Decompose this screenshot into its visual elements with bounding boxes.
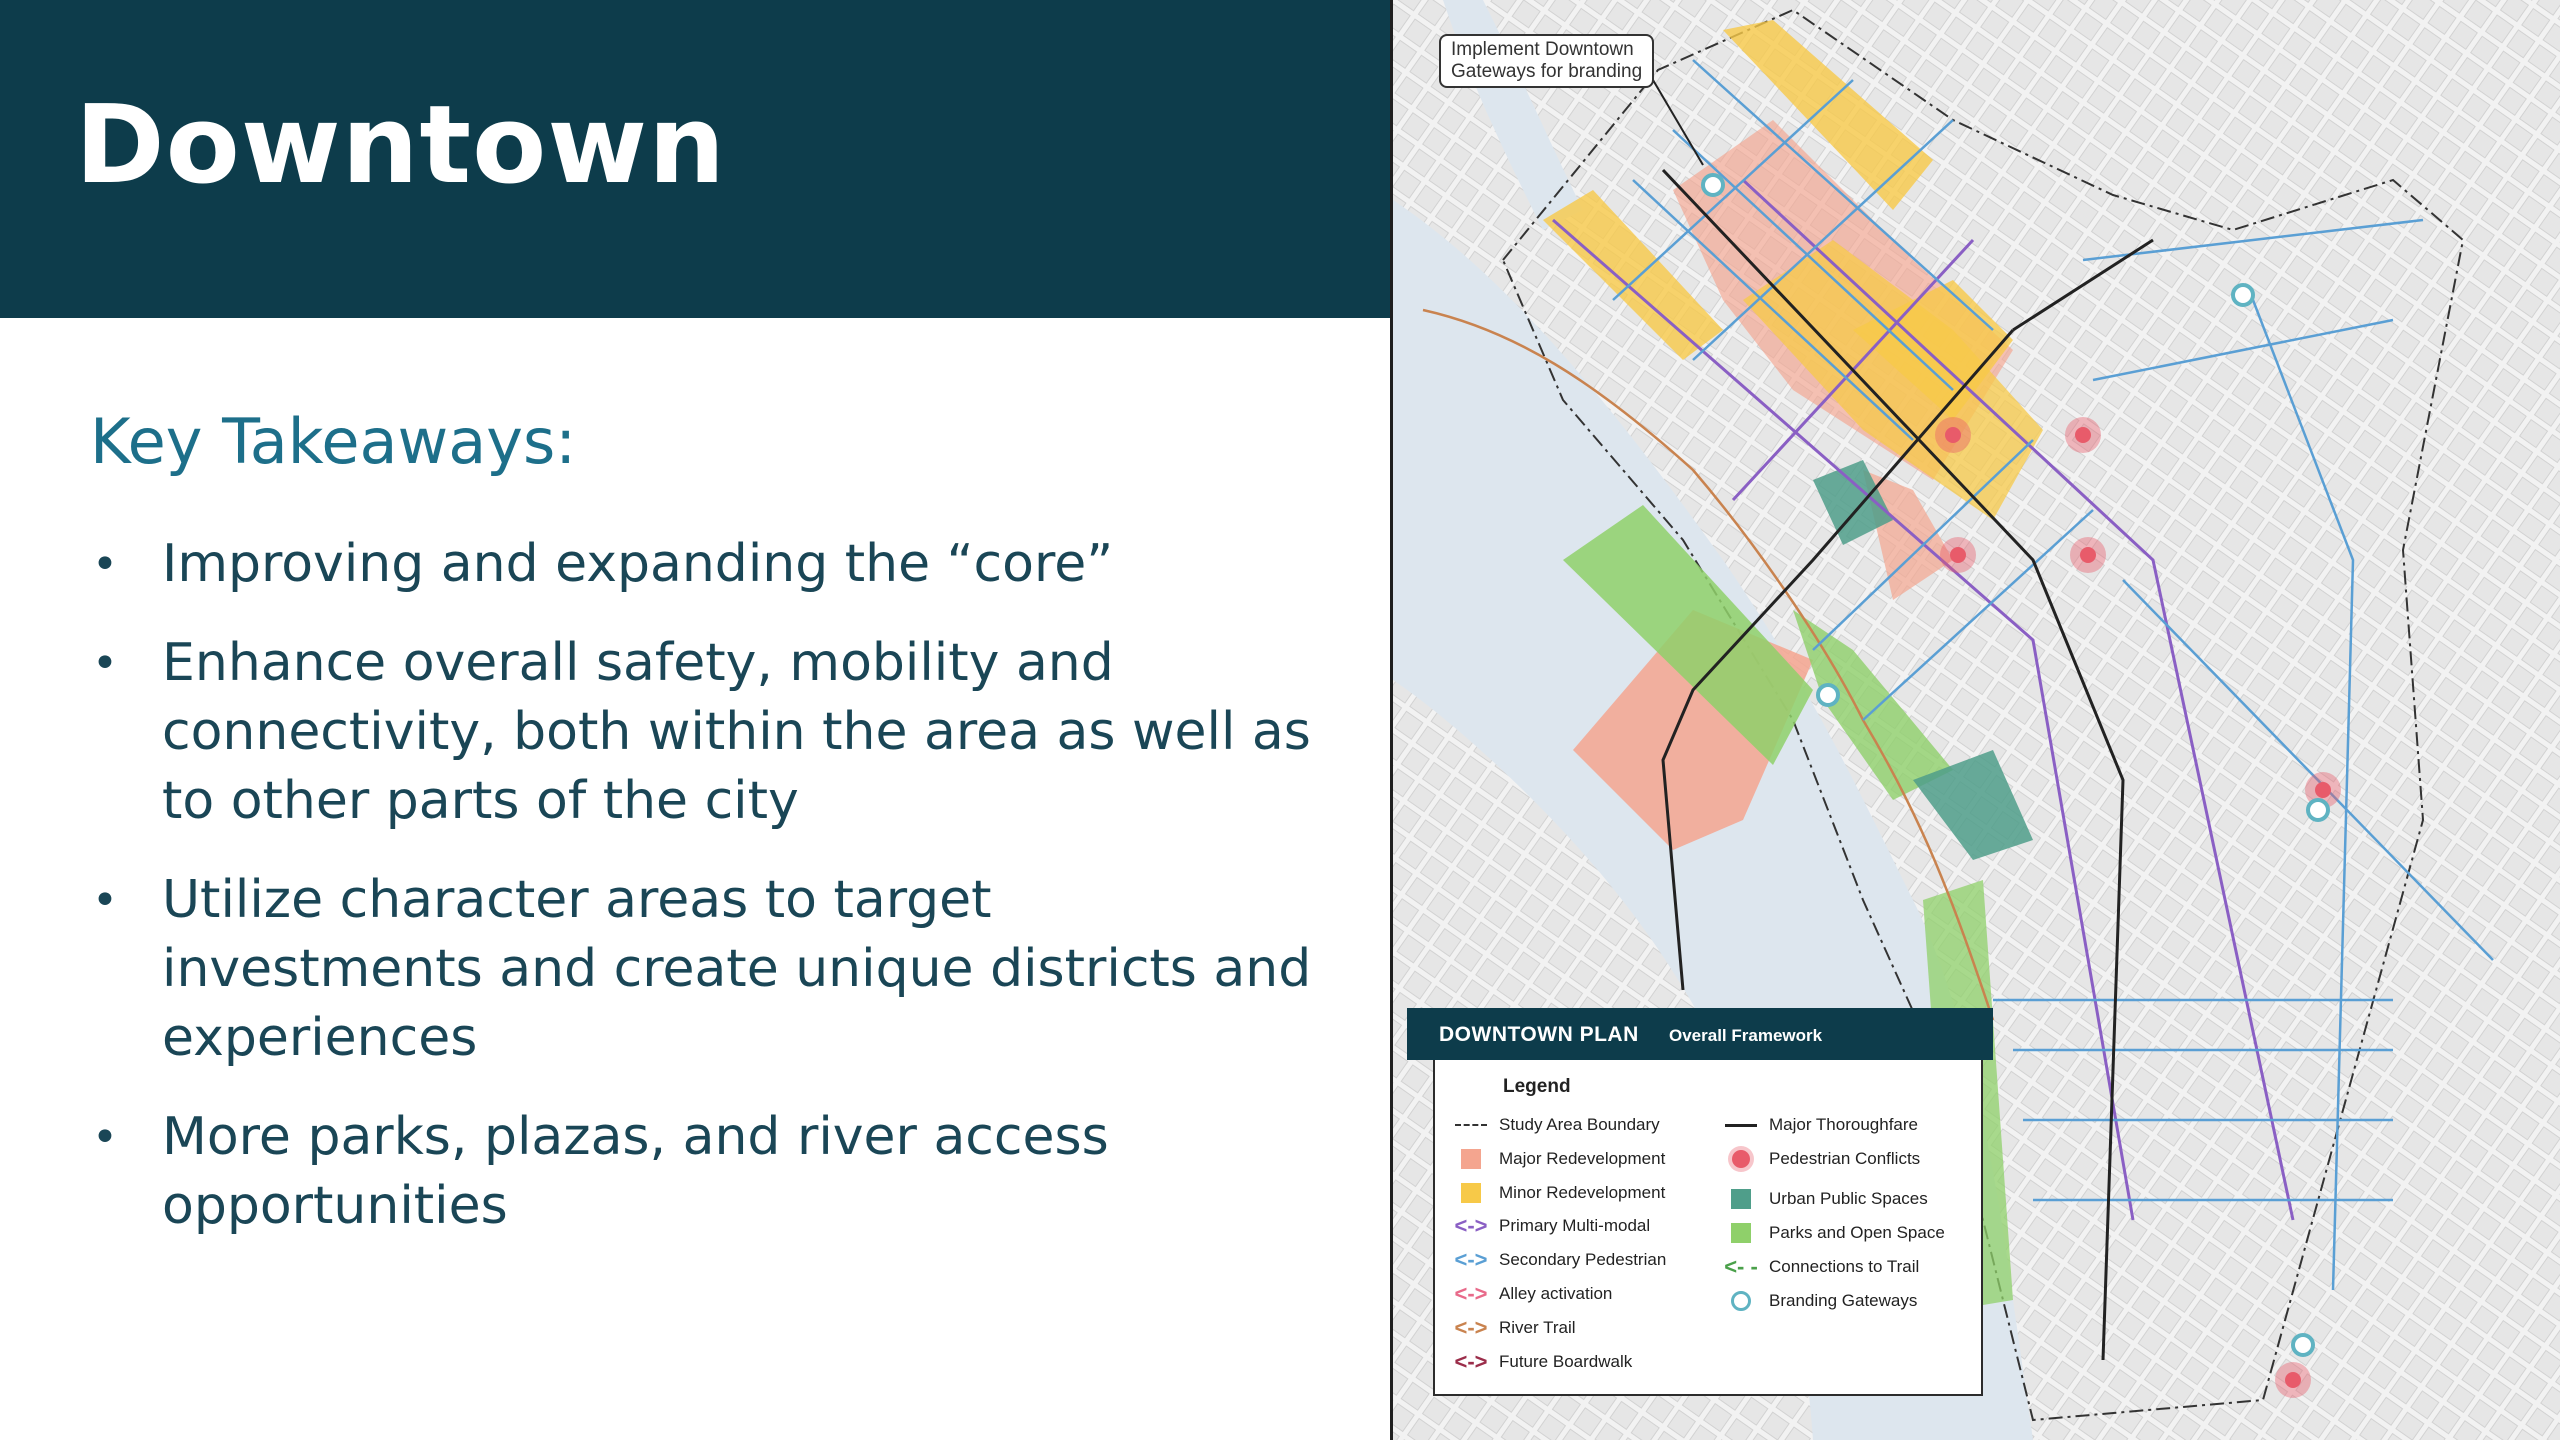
legend-label: Secondary Pedestrian [1499,1250,1667,1269]
bullet-icon: • [92,1112,118,1163]
legend-label: Pedestrian Conflicts [1769,1149,1921,1168]
legend-item [1723,1286,1917,1316]
legend-label: Alley activation [1499,1284,1613,1303]
swatch-icon [1723,1187,1759,1211]
solid-line-icon [1723,1113,1759,1137]
legend-item [1453,1245,1666,1275]
legend-label: Connections to Trail [1769,1257,1920,1276]
gateway-callout: Implement Downtown Gateways for branding [1439,34,1654,88]
legend-item [1723,1184,1928,1214]
legend-item [1723,1218,1945,1248]
bullet-icon: • [92,875,118,926]
legend-item [1723,1252,1919,1282]
double-arrow-icon: <-> [1454,1213,1488,1238]
bullet-line: More parks, plazas, and river access [162,1107,1109,1167]
legend-label: Future Boardwalk [1499,1352,1633,1371]
bullet-icon: • [92,638,118,689]
legend-label: Parks and Open Space [1769,1223,1945,1242]
legend-item [1453,1279,1612,1309]
bullet-line: Improving and expanding the “core” [162,534,1114,594]
bullet-line: experiences [162,1008,478,1068]
legend-item [1723,1144,1920,1174]
swatch-icon [1453,1181,1489,1205]
downtown-map [1390,0,2560,1440]
dashed-arrow-icon: <- - [1724,1254,1758,1279]
legend-title: Legend [1503,1076,1571,1097]
legend-item [1453,1178,1665,1208]
bullet-line: connectivity, both within the area as well as [162,702,1311,762]
legend-label: River Trail [1499,1318,1576,1337]
list-item [90,866,1320,1073]
legend-banner-title: DOWNTOWN PLAN [1439,1023,1639,1046]
bullet-line: investments and create unique districts and [162,939,1312,999]
legend-label: Primary Multi-modal [1499,1216,1651,1235]
legend-item [1453,1313,1576,1343]
legend-item [1453,1347,1632,1377]
legend-item [1723,1110,1918,1140]
section-heading: Key Takeaways: [90,405,577,478]
legend-label: Major Redevelopment [1499,1149,1666,1168]
double-arrow-icon: <-> [1454,1349,1488,1374]
legend-item [1453,1211,1650,1241]
list-item [90,530,1320,599]
swatch-icon [1453,1147,1489,1171]
double-arrow-icon: <-> [1454,1315,1488,1340]
gateway-pin-icon [1723,1289,1759,1313]
bullet-line: Utilize character areas to target [162,870,992,930]
swatch-icon [1723,1221,1759,1245]
takeaways-list [90,530,1320,1271]
title-banner [0,0,1390,318]
list-item [90,1103,1320,1241]
legend-label: Study Area Boundary [1499,1115,1660,1134]
legend-label: Urban Public Spaces [1769,1189,1928,1208]
legend-label: Minor Redevelopment [1499,1183,1666,1202]
double-arrow-icon: <-> [1454,1247,1488,1272]
legend-item [1453,1110,1660,1140]
legend-label: Major Thoroughfare [1769,1115,1918,1134]
bullet-line: Enhance overall safety, mobility and [162,633,1114,693]
legend-banner [1407,1008,1993,1060]
list-item [90,629,1320,836]
page-title: Downtown [75,83,726,208]
bullet-icon: • [92,539,118,590]
dash-dot-line-icon [1453,1113,1489,1137]
conflict-dot-icon [1723,1147,1759,1171]
legend-banner-subtitle: Overall Framework [1669,1026,1823,1045]
bullet-line: to other parts of the city [162,771,799,831]
legend-label: Branding Gateways [1769,1291,1918,1310]
double-arrow-icon: <-> [1454,1281,1488,1306]
legend-item [1453,1144,1665,1174]
bullet-line: opportunities [162,1176,508,1236]
